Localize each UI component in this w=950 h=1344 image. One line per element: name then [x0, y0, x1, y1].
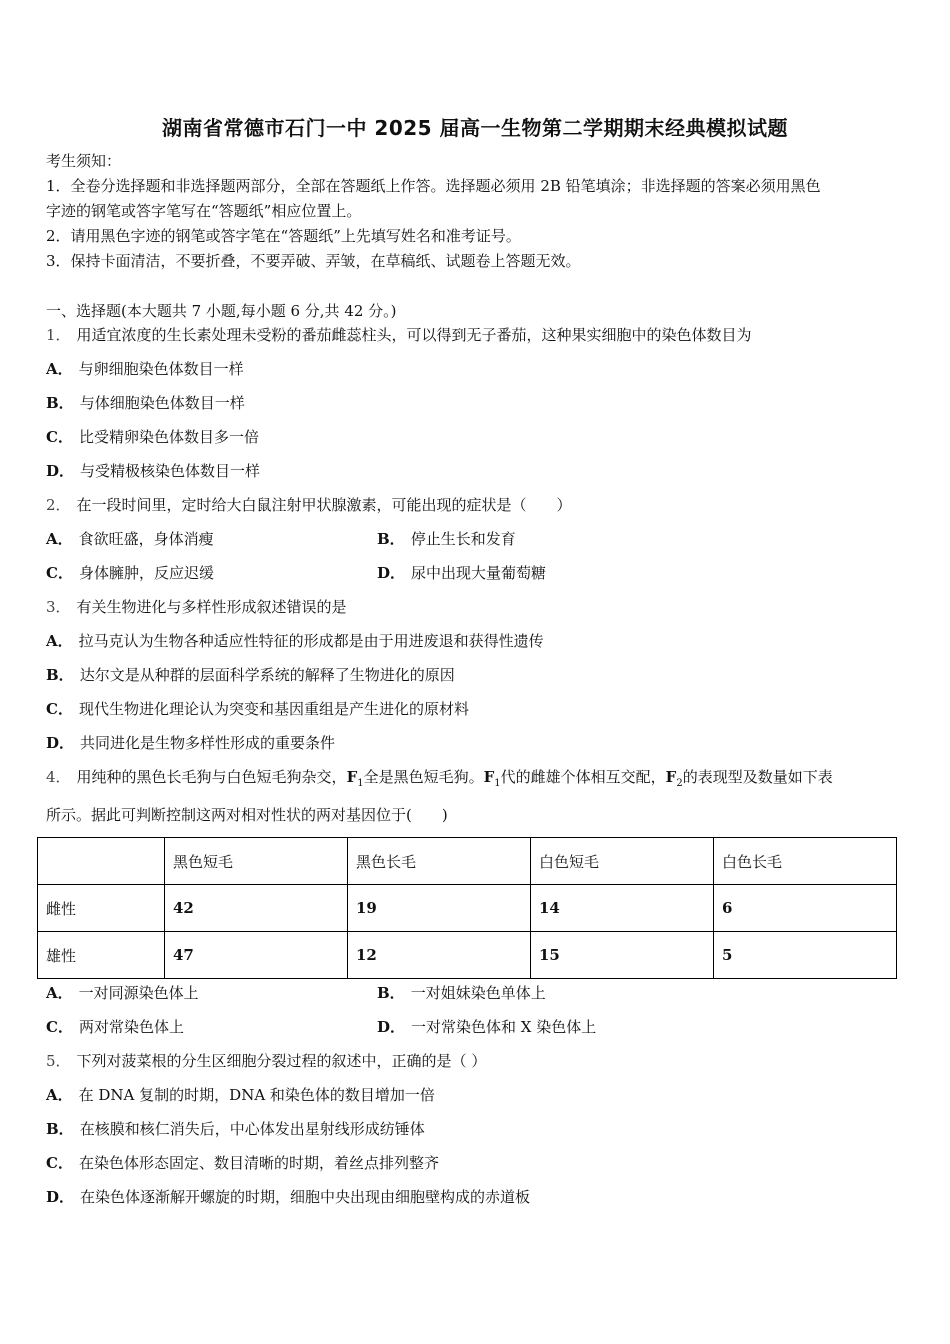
option-label: B．	[46, 1120, 74, 1138]
option-label: D．	[46, 462, 75, 480]
table-header-cell: 白色短毛	[531, 838, 714, 885]
q1-option-b[interactable]	[46, 392, 245, 414]
option-text: 在 DNA 复制的时期，DNA 和染色体的数目增加一倍	[78, 1086, 435, 1104]
q3-option-d[interactable]	[46, 732, 335, 754]
option-text: 在染色体形态固定、数目清晰的时期，着丝点排列整齐	[78, 1154, 439, 1172]
section-heading: 一、选择题(本大题共 7 小题,每小题 6 分,共 42 分。)	[46, 302, 397, 320]
option-text: 两对常染色体上	[78, 1018, 184, 1036]
option-label: A．	[46, 984, 73, 1002]
table-row-label: 雄性	[38, 932, 165, 979]
option-text: 一对同源染色体上	[78, 984, 199, 1002]
page-title: 湖南省常德市石门一中 2025 届高一生物第二学期期末经典模拟试题	[161, 116, 789, 140]
table-cell: 47	[165, 932, 348, 979]
option-text: 在染色体逐渐解开螺旋的时期，细胞中央出现由细胞壁构成的赤道板	[80, 1188, 531, 1206]
option-label: C．	[46, 1154, 73, 1172]
question-stem-part: 的表现型及数量如下表	[682, 768, 833, 786]
table-cell: 14	[531, 885, 714, 932]
q4-option-c[interactable]	[46, 1016, 184, 1038]
option-text: 拉马克认为生物各种适应性特征的形成都是由于用进废退和获得性遗传	[78, 632, 544, 650]
q5-option-a[interactable]	[46, 1084, 435, 1106]
notice-item-1: 1．全卷分选择题和非选择题两部分，全部在答题纸上作答。选择题必须用 2B 铅笔填涂；非选择题的答案必须用黑色	[46, 177, 821, 195]
q2-option-c[interactable]	[46, 562, 214, 584]
q3-option-a[interactable]	[46, 630, 544, 652]
option-text: 在核膜和核仁消失后，中心体发出星射线形成纺锤体	[79, 1120, 425, 1138]
question-4-cont: 所示。据此可判断控制这两对相对性状的两对基因位于( )	[46, 806, 448, 824]
generation-subscript: 2	[676, 778, 683, 789]
question-number: 1．	[46, 326, 71, 344]
q5-option-d[interactable]	[46, 1186, 530, 1208]
option-label: A．	[46, 360, 73, 378]
q5-option-c[interactable]	[46, 1152, 439, 1174]
q2-option-a[interactable]	[46, 528, 214, 550]
option-label: B．	[46, 394, 74, 412]
q4-option-d[interactable]	[377, 1016, 596, 1038]
option-label: C．	[46, 1018, 73, 1036]
table-row	[38, 885, 897, 932]
table-cell: 12	[348, 932, 531, 979]
option-label: D．	[377, 564, 406, 582]
option-text: 达尔文是从种群的层面科学系统的解释了生物进化的原因	[79, 666, 455, 684]
q3-option-c[interactable]	[46, 698, 469, 720]
table-cell: 42	[165, 885, 348, 932]
question-stem: 有关生物进化与多样性形成叙述错误的是	[76, 598, 347, 616]
option-text: 与体细胞染色体数目一样	[79, 394, 245, 412]
table-header-cell: 黑色长毛	[348, 838, 531, 885]
option-label: A．	[46, 1086, 73, 1104]
table-row	[38, 932, 897, 979]
q3-option-b[interactable]	[46, 664, 455, 686]
generation-subscript: 1	[357, 778, 364, 789]
question-stem-part: 用纯种的黑色长毛狗与白色短毛狗杂交，	[76, 768, 347, 786]
table-header-cell	[38, 838, 165, 885]
question-stem: 在一段时间里，定时给大白鼠注射甲状腺激素，可能出现的症状是（ ）	[76, 496, 572, 514]
question-4	[46, 766, 833, 795]
option-label: A．	[46, 632, 73, 650]
question-2	[46, 494, 572, 516]
option-label: C．	[46, 564, 73, 582]
notice-item-2: 2．请用黑色字迹的钢笔或答字笔在“答题纸”上先填写姓名和准考证号。	[46, 227, 521, 245]
option-label: B．	[377, 530, 405, 548]
option-label: A．	[46, 530, 73, 548]
question-number: 5．	[46, 1052, 71, 1070]
question-5	[46, 1050, 486, 1072]
q4-option-a[interactable]	[46, 982, 199, 1004]
option-text: 现代生物进化理论认为突变和基因重组是产生进化的原材料	[78, 700, 469, 718]
option-text: 身体臃肿，反应迟缓	[78, 564, 214, 582]
q2-option-b[interactable]	[377, 528, 516, 550]
table-header-cell: 白色长毛	[714, 838, 897, 885]
table-header-cell: 黑色短毛	[165, 838, 348, 885]
option-label: B．	[46, 666, 74, 684]
option-label: C．	[46, 700, 73, 718]
notice-item-3: 3．保持卡面清洁，不要折叠，不要弄破、弄皱，在草稿纸、试题卷上答题无效。	[46, 252, 581, 270]
option-text: 一对常染色体和 X 染色体上	[411, 1018, 597, 1036]
option-label: D．	[46, 734, 75, 752]
option-text: 一对姐妹染色单体上	[410, 984, 546, 1002]
option-text: 与受精极核染色体数目一样	[80, 462, 261, 480]
option-text: 比受精卵染色体数目多一倍	[78, 428, 259, 446]
option-text: 食欲旺盛，身体消瘦	[78, 530, 214, 548]
generation-label: F	[483, 768, 495, 786]
table-header-row	[38, 838, 897, 885]
table-cell: 19	[348, 885, 531, 932]
phenotype-table	[37, 837, 897, 979]
question-number: 3．	[46, 598, 71, 616]
question-stem-part: 全是黑色短毛狗。	[363, 768, 484, 786]
option-label: D．	[377, 1018, 406, 1036]
option-text: 尿中出现大量葡萄糖	[411, 564, 547, 582]
question-stem: 下列对菠菜根的分生区细胞分裂过程的叙述中，正确的是（ ）	[76, 1052, 487, 1070]
question-stem-part: 代的雌雄个体相互交配，	[500, 768, 666, 786]
question-number: 2．	[46, 496, 71, 514]
option-text: 与卵细胞染色体数目一样	[78, 360, 244, 378]
q1-option-c[interactable]	[46, 426, 259, 448]
question-3	[46, 596, 347, 618]
question-1	[46, 324, 752, 346]
option-label: D．	[46, 1188, 75, 1206]
notice-item-1-cont: 字迹的钢笔或答字笔写在“答题纸”相应位置上。	[46, 202, 362, 220]
option-text: 停止生长和发育	[410, 530, 516, 548]
question-stem: 用适宜浓度的生长素处理未受粉的番茄雌蕊柱头，可以得到无子番茄，这种果实细胞中的染色体数目为	[76, 326, 752, 344]
q1-option-a[interactable]	[46, 358, 244, 380]
option-label: B．	[377, 984, 405, 1002]
q1-option-d[interactable]	[46, 460, 260, 482]
notice-heading: 考生须知：	[46, 152, 122, 170]
generation-label: F	[665, 768, 677, 786]
table-cell: 15	[531, 932, 714, 979]
option-text: 共同进化是生物多样性形成的重要条件	[80, 734, 336, 752]
generation-subscript: 1	[494, 778, 501, 789]
generation-label: F	[346, 768, 358, 786]
table-cell: 6	[714, 885, 897, 932]
table-cell: 5	[714, 932, 897, 979]
q2-option-d[interactable]	[377, 562, 546, 584]
q5-option-b[interactable]	[46, 1118, 425, 1140]
q4-option-b[interactable]	[377, 982, 546, 1004]
question-number: 4．	[46, 768, 71, 786]
option-label: C．	[46, 428, 73, 446]
table-row-label: 雌性	[38, 885, 165, 932]
